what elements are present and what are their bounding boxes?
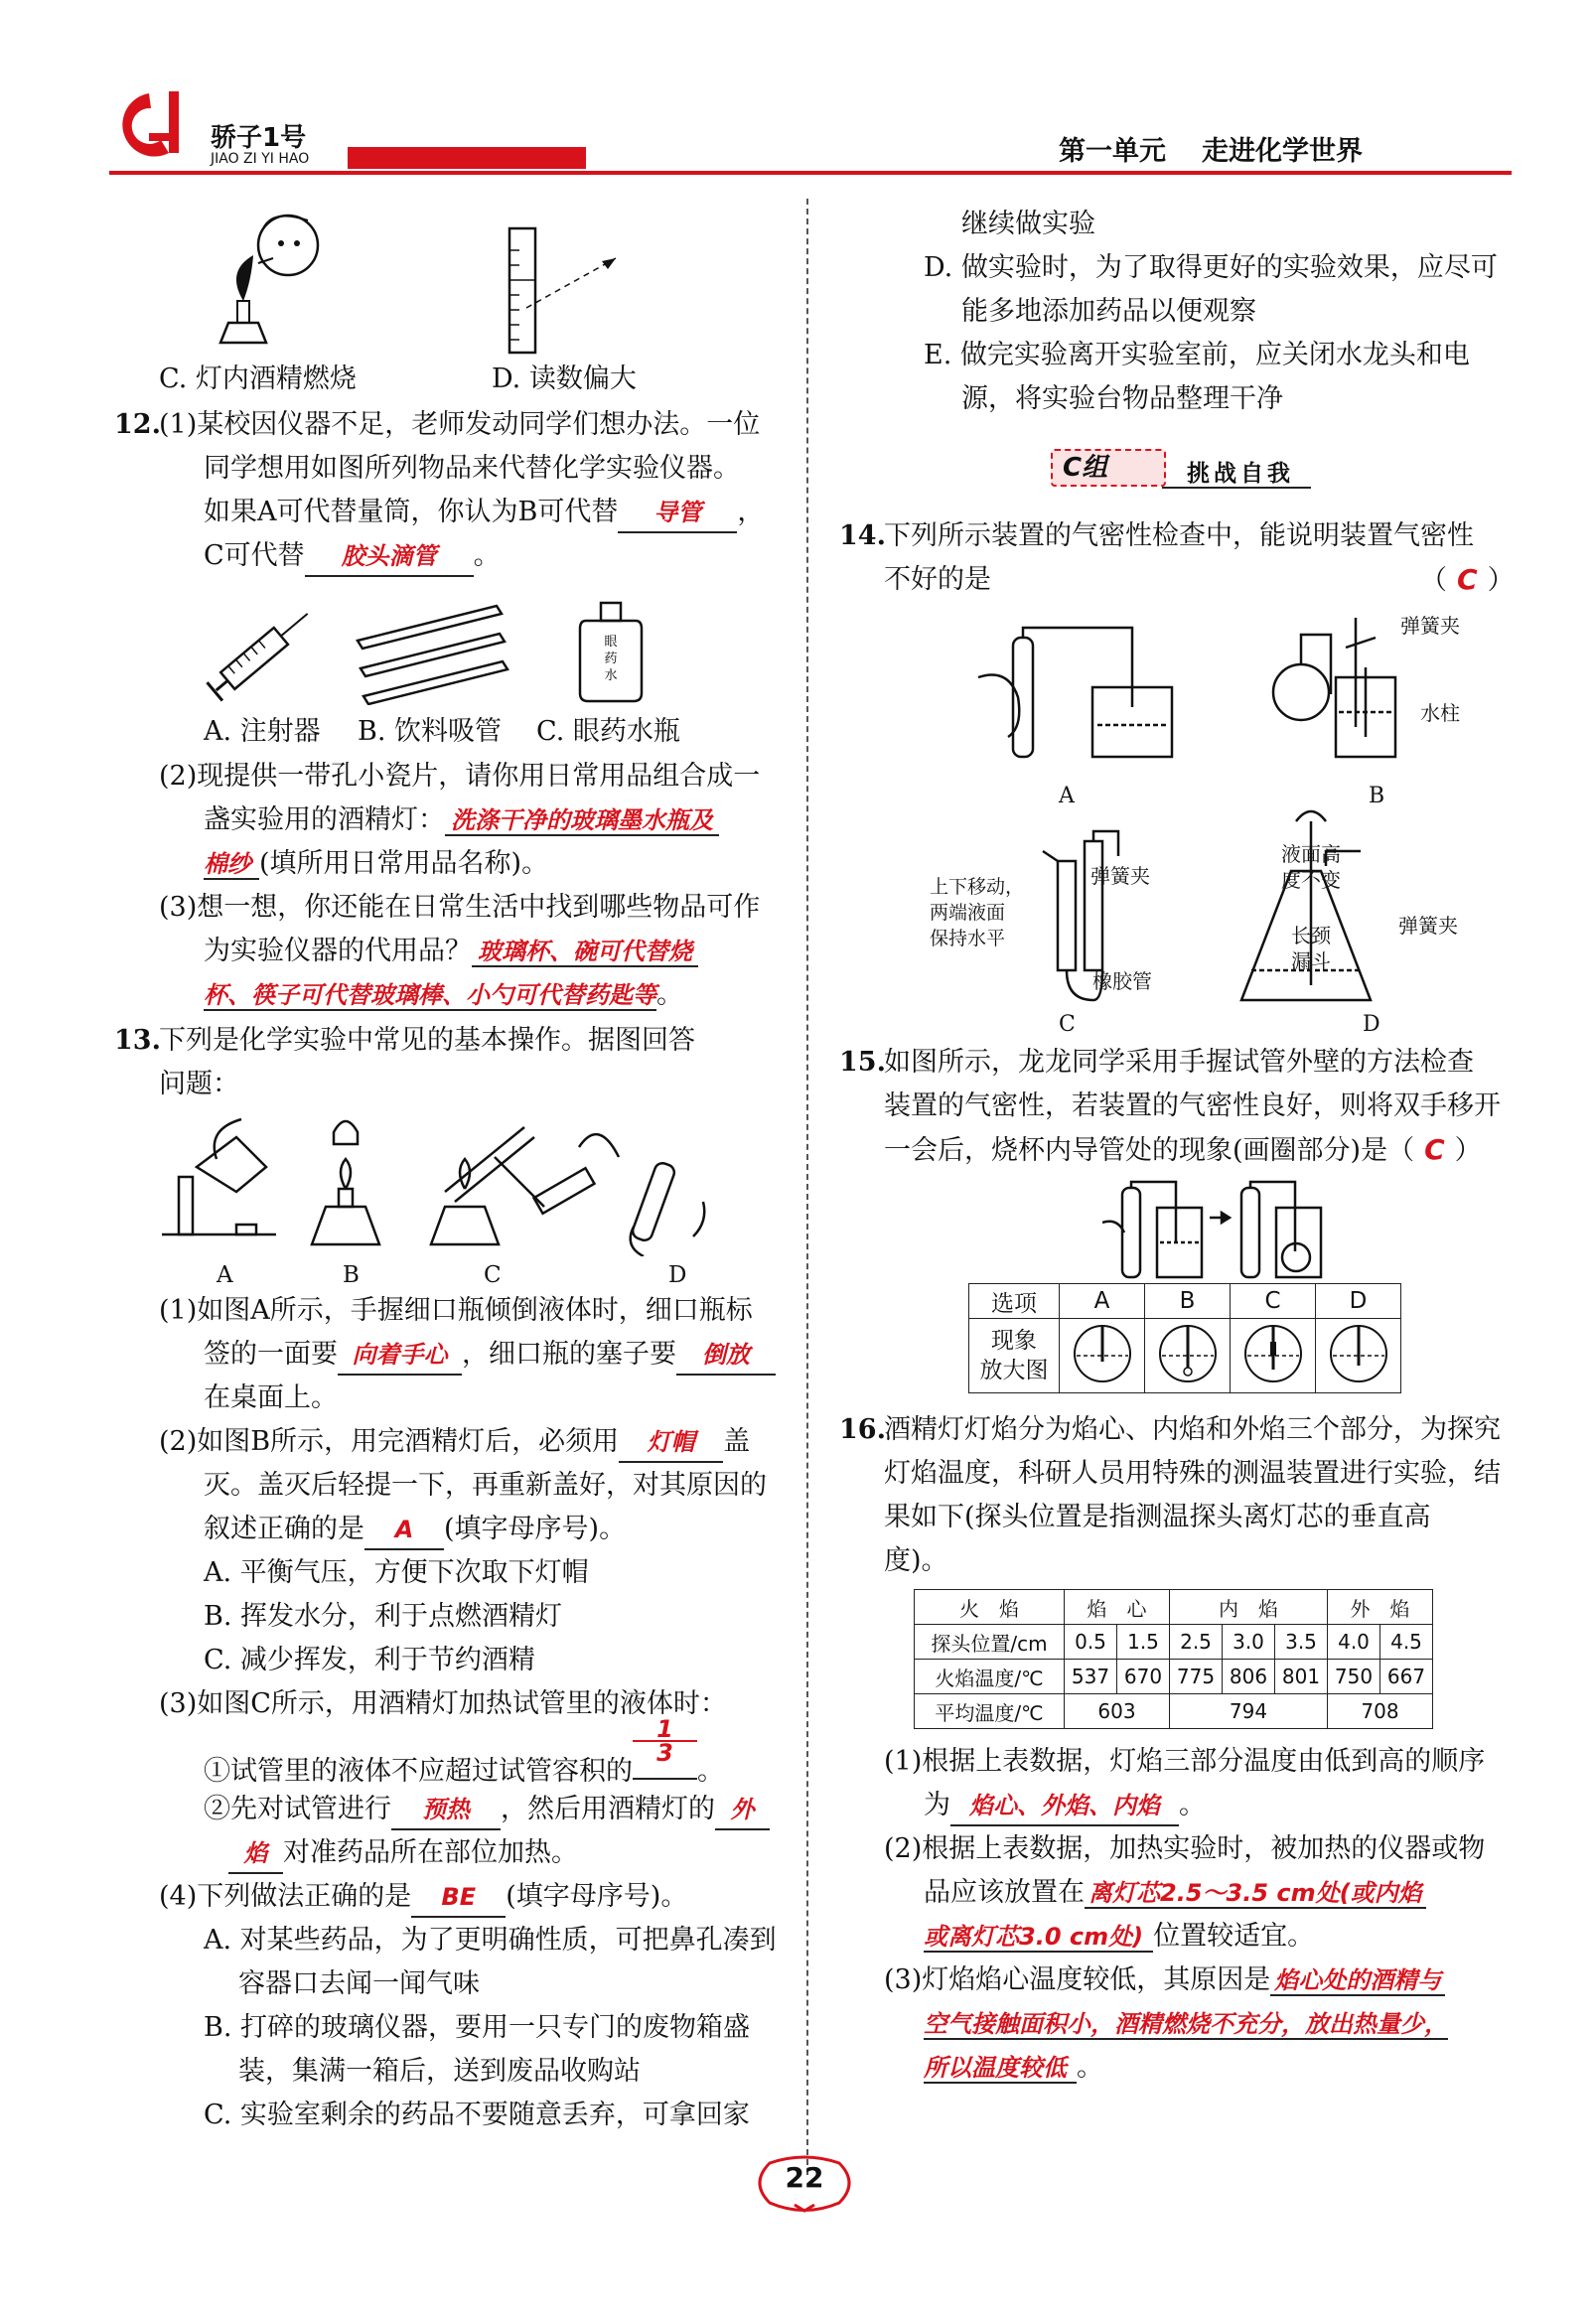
q13-p2-line2: 灭。盖灭后轻提一下，再重新盖好，对其原因的 — [204, 1470, 767, 1501]
q13-fig-label-d: D — [668, 1262, 687, 1288]
q16-p1-line1: (1)根据上表数据，灯焰三部分温度由低到高的顺序 — [884, 1746, 1486, 1777]
magnify-d-icon — [1327, 1322, 1390, 1385]
q14-label-funnel-1: 长颈 — [1291, 924, 1331, 947]
q16-stem-line1: 酒精灯灯焰分为焰心、内焰和外焰三个部分，为探究 — [884, 1414, 1501, 1445]
q12-p1-line3-text: 如果A可代替量筒，你认为B可代替 — [204, 497, 619, 527]
q14-number: 14. — [839, 520, 886, 551]
q13-p1-line2 — [204, 1333, 776, 1377]
q13-p3-item2-text-a: ②先对试管进行 — [204, 1794, 391, 1824]
q12-p2-line2-text: 盏实验用的酒精灯： — [204, 804, 445, 835]
temp-cell: 806 — [1223, 1660, 1275, 1694]
q14-label-funnel-2: 漏斗 — [1291, 949, 1331, 973]
group-c-title: 挑战自我 — [1187, 461, 1294, 487]
q15-apparatus — [1102, 1178, 1390, 1285]
q13-p2-line3 — [204, 1508, 626, 1551]
q13-p4-option-b-1: B. 打碎的玻璃仪器，要用一只专门的废物箱盛 — [204, 2012, 751, 2043]
q15-number: 15. — [839, 1047, 886, 1078]
q14-label-move-1: 上下移动， — [930, 876, 1025, 898]
q13-p4-option-c-2: 继续做实验 — [961, 209, 1095, 239]
q14-fig-label-d: D — [1363, 1012, 1380, 1037]
q13-p4-option-e-1: E. 做完实验离开实验室前，应关闭水龙头和电 — [924, 340, 1470, 370]
magnify-c-icon — [1241, 1322, 1305, 1385]
q15-row-label — [969, 1319, 1060, 1393]
unit-label: 第一单元 — [1059, 136, 1166, 167]
temp-cell: 801 — [1275, 1660, 1328, 1694]
q13-answer-1a: 向着手心 — [338, 1336, 462, 1376]
q12-p2-line3-text: (填所用日常用品名称)。 — [259, 848, 549, 879]
q13-answer-3b-1: 外 — [715, 1791, 770, 1830]
q12-img-c: C. 眼药水瓶 — [536, 716, 680, 747]
q16-flame-table — [914, 1589, 1433, 1729]
magnify-a-icon — [1071, 1322, 1134, 1385]
q12-answer-c: 胶头滴管 — [305, 537, 474, 577]
q13-p2-line3-text-a: 叙述正确的是 — [204, 1514, 364, 1544]
group-c-badge-text: C组 — [1063, 453, 1108, 483]
q15-options-table — [968, 1283, 1401, 1393]
bottle-label-3: 水 — [604, 668, 618, 683]
q16-p1-line2-text: 为 — [924, 1790, 950, 1820]
temp-cell: 537 — [1065, 1660, 1117, 1694]
q12-answer-b: 导管 — [618, 494, 737, 533]
group-c-badge — [1051, 449, 1166, 487]
temp-cell: 670 — [1117, 1660, 1170, 1694]
q12-number: 12. — [114, 409, 161, 440]
q13-answer-3a: 预热 — [391, 1791, 501, 1830]
q14-label-move-3: 保持水平 — [930, 928, 1006, 949]
fraction-denominator: 3 — [656, 1739, 673, 1767]
q14-fig-label-b: B — [1369, 784, 1385, 808]
temp-cell: 750 — [1328, 1660, 1380, 1694]
q15-magnified-b — [1145, 1319, 1231, 1393]
header — [0, 0, 1596, 179]
pos-cell: 2.5 — [1170, 1625, 1223, 1660]
fraction-numerator: 1 — [633, 1718, 697, 1742]
q16-row-pos: 探头位置/cm — [915, 1625, 1065, 1660]
q11-figure-c — [204, 204, 333, 358]
q15-stem-line3-text: 一会后，烧杯内导管处的现象(画圈部分)是 — [884, 1135, 1388, 1166]
q12-p3-line2-text: 为实验仪器的代用品？ — [204, 936, 472, 966]
q15-option-a: A — [1060, 1284, 1145, 1319]
brand-name: 骄子1号 — [211, 123, 307, 153]
temp-cell: 667 — [1380, 1660, 1433, 1694]
syringe-icon — [199, 596, 328, 710]
brand-logo-icon — [109, 85, 199, 170]
q13-p1-line2-text-a: 签的一面要 — [204, 1339, 338, 1370]
q16-th-flame: 火 焰 — [915, 1590, 1065, 1625]
q14-label-level-1: 液面高 — [1281, 842, 1341, 866]
q16-p3-line2 — [924, 2002, 1448, 2046]
q13-figures — [157, 1107, 743, 1256]
q16-stem-line4: 度)。 — [884, 1545, 948, 1576]
q13-p1-line2-text-b: ，细口瓶的塞子要 — [462, 1339, 676, 1370]
q12-img-a: A. 注射器 — [204, 716, 321, 747]
q14-answer-bracket: （ C ） — [1420, 563, 1515, 596]
q13-p2-line3-text-b: (填字母序号)。 — [444, 1514, 627, 1544]
q15-row-label-2: 放大图 — [979, 1358, 1049, 1383]
q16-p2-line2-text: 品应该放置在 — [924, 1877, 1085, 1908]
q15-magnified-c — [1231, 1319, 1316, 1393]
q16-p2-line1: (2)根据上表数据，加热实验时，被加热的仪器或物 — [884, 1833, 1486, 1864]
q13-answer-4: BE — [411, 1878, 506, 1918]
q12-p2-line2 — [204, 798, 719, 842]
q16-answer-3-line3: 所以温度较低 — [924, 2054, 1077, 2084]
q12-p3-line3: 杯、筷子可代替玻璃棒、小勺可代替药匙等。 — [204, 979, 683, 1010]
q14-fig-label-c: C — [1059, 1012, 1076, 1037]
q13-answer-1b: 倒放 — [676, 1336, 776, 1376]
avg-cell: 794 — [1170, 1694, 1328, 1729]
q13-option-c: C. 减少挥发，利于节约酒精 — [204, 1645, 535, 1675]
q16-p2-line2 — [924, 1871, 1426, 1915]
q13-p4-option-d-2: 能多地添加药品以便观察 — [961, 296, 1256, 327]
q13-p3-item1: ①试管里的液体不应超过试管容积的 $\frac{1}{3}$ 。 — [204, 1715, 724, 1787]
magnify-b-icon — [1156, 1322, 1220, 1385]
q14-stem-line2: 不好的是 — [884, 564, 991, 595]
pos-cell: 3.0 — [1223, 1625, 1275, 1660]
q14-fig-label-a: A — [1059, 784, 1075, 808]
page-number: 22 — [785, 2161, 824, 2194]
q14-stem-line1: 下列所示装置的气密性检查中，能说明装置气密性 — [884, 520, 1474, 551]
q13-p1-line3: 在桌面上。 — [204, 1382, 338, 1413]
column-divider — [806, 199, 808, 2175]
q14-figures — [973, 608, 1490, 1025]
q12-p1-line4-text: C可代替 — [204, 540, 305, 571]
q13-p4-option-d-1: D. 做实验时，为了取得更好的实验效果，应尽可 — [924, 252, 1498, 283]
q15-answer: C — [1424, 1133, 1445, 1166]
q13-fig-label-a: A — [217, 1262, 233, 1288]
q16-answer-3-line1: 焰心处的酒精与 — [1270, 1966, 1445, 1996]
q12-answer-2-line1: 洗涤干净的玻璃墨水瓶及 — [445, 806, 719, 836]
q13-p3-item2-cont — [228, 1831, 578, 1875]
q12-p2-line1: (2)现提供一带孔小瓷片，请你用日常用品组合成一 — [159, 761, 761, 792]
q15-magnified-a — [1060, 1319, 1145, 1393]
q11-option-c: C. 灯内酒精燃烧 — [159, 363, 357, 394]
q13-option-b: B. 挥发水分，利于点燃酒精灯 — [204, 1601, 563, 1632]
q11-option-d: D. 读数偏大 — [492, 363, 637, 394]
q14-label-water: 水柱 — [1420, 701, 1460, 725]
q13-stem-line1: 下列是化学实验中常见的基本操作。据图回答 — [159, 1025, 695, 1056]
q12-answer-3-line1: 玻璃杯、碗可代替烧 — [472, 938, 698, 967]
q16-number: 16. — [839, 1414, 886, 1445]
q13-p3-item2-text-c: 对准药品所在部位加热。 — [283, 1837, 578, 1868]
q13-p4-option-a-1: A. 对某些药品，为了更明确性质，可把鼻孔凑到 — [204, 1925, 777, 1956]
pos-cell: 4.0 — [1328, 1625, 1380, 1660]
pos-cell: 3.5 — [1275, 1625, 1328, 1660]
q13-answer-2b: A — [364, 1511, 444, 1550]
q12-p1-line2: 同学想用如图所列物品来代替化学实验仪器。 — [204, 453, 740, 484]
q14-label-rubber: 橡胶管 — [1092, 969, 1152, 993]
header-red-band — [348, 147, 586, 169]
q15-stem-line3: 一会后，烧杯内导管处的现象(画圈部分)是（ C ） — [884, 1133, 1482, 1166]
q13-answer-fraction — [633, 1715, 697, 1780]
q13-p2-line1-text-a: (2)如图B所示，用完酒精灯后，必须用 — [159, 1426, 620, 1457]
q16-p3-line1 — [884, 1959, 1445, 2002]
q12-p3-line2 — [204, 930, 698, 973]
q15-option-c: C — [1231, 1284, 1316, 1319]
pos-cell: 4.5 — [1380, 1625, 1433, 1660]
q16-answer-2-line2: 或离灯芯3.0 cm处) — [924, 1923, 1153, 1953]
q13-p2-line1-text-b: 盖 — [723, 1426, 751, 1457]
q13-p4-option-c-1: C. 实验室剩余的药品不要随意丢弃，可拿回家 — [204, 2100, 750, 2130]
q16-stem-line3: 果如下(探头位置是指测温探头离灯芯的垂直高 — [884, 1502, 1431, 1532]
brand-pinyin: JIAO ZI YI HAO — [211, 151, 310, 167]
q12-p1-line3: 如果A可代替量筒，你认为B可代替 导管 ， — [204, 491, 764, 534]
q16-answer-2-line1: 离灯芯2.5～3.5 cm处(或内焰 — [1085, 1879, 1426, 1909]
q15-option-d: D — [1316, 1284, 1401, 1319]
pos-cell: 1.5 — [1117, 1625, 1170, 1660]
q16-row-avg: 平均温度/℃ — [915, 1694, 1065, 1729]
straws-icon — [353, 601, 511, 705]
eye-drop-bottle-icon — [576, 601, 646, 705]
header-rule — [109, 171, 1512, 175]
unit-title: 走进化学世界 — [1202, 136, 1363, 167]
q15-option-b: B — [1145, 1284, 1231, 1319]
q13-answer-2: 灯帽 — [619, 1423, 723, 1463]
q12-img-b: B. 饮料吸管 — [358, 716, 503, 747]
q13-p4-line1-text-b: (填字母序号)。 — [506, 1881, 688, 1912]
q14-answer: C — [1457, 563, 1478, 596]
q14-label-spring-d: 弹簧夹 — [1398, 914, 1458, 938]
q16-stem-line2: 灯焰温度，科研人员用特殊的测温装置进行实验，结 — [884, 1458, 1501, 1489]
q16-row-temp: 火焰温度/℃ — [915, 1660, 1065, 1694]
q12-answer-3-line2: 杯、筷子可代替玻璃棒、小勺可代替药匙等 — [204, 981, 656, 1009]
q13-p3-item2-text-b: ，然后用酒精灯的 — [501, 1794, 715, 1824]
q14-label-spring-c: 弹簧夹 — [1090, 864, 1150, 888]
q13-p3-line1: (3)如图C所示，用酒精灯加热试管里的液体时： — [159, 1688, 727, 1719]
avg-cell: 603 — [1065, 1694, 1170, 1729]
group-c-rule — [1162, 487, 1311, 489]
q12-p1-line1: (1)某校因仪器不足，老师发动同学们想办法。一位 — [159, 409, 761, 440]
avg-cell: 708 — [1328, 1694, 1433, 1729]
q16-p3-line3: 所以温度较低 。 — [924, 2052, 1103, 2083]
q13-p4-option-b-2: 装，集满一箱后，送到废品收购站 — [238, 2056, 641, 2087]
bottle-label-2: 药 — [604, 652, 618, 666]
q13-p2-line1 — [159, 1420, 750, 1464]
q13-number: 13. — [114, 1025, 161, 1056]
q15-table-head: 选项 — [969, 1284, 1060, 1319]
q13-fig-label-b: B — [343, 1262, 360, 1288]
q15-stem-line2: 装置的气密性，若装置的气密性良好，则将双手移开 — [884, 1090, 1501, 1121]
q14-label-move-2: 两端液面 — [930, 902, 1006, 924]
q14-label-spring-b: 弹簧夹 — [1400, 614, 1460, 638]
q12-p1-line4: C可代替 胶头滴管 。 — [204, 534, 501, 578]
q12-answer-2-line2: 棉纱 — [204, 850, 259, 880]
q13-p3-item1-text: ①试管里的液体不应超过试管容积的 — [204, 1756, 633, 1787]
temp-cell: 775 — [1170, 1660, 1223, 1694]
q15-magnified-d — [1316, 1319, 1401, 1393]
q16-p3-line1-text: (3)灯焰焰心温度较低，其原因是 — [884, 1964, 1271, 1995]
q16-answer-1: 焰心、外焰、内焰 — [950, 1787, 1179, 1826]
q13-fig-label-c: C — [484, 1262, 502, 1288]
q11-figure-d — [502, 220, 651, 360]
q13-p4-option-a-2: 容器口去闻一闻气味 — [238, 1968, 480, 1999]
q15-stem-line1: 如图所示，龙龙同学采用手握试管外壁的方法检查 — [884, 1047, 1474, 1078]
q16-p1-line2: 为 焰心、外焰、内焰 。 — [924, 1784, 1206, 1827]
q13-answer-3b-2: 焰 — [228, 1834, 283, 1874]
q16-th-core: 焰 心 — [1065, 1590, 1170, 1625]
q14-label-level-2: 度不变 — [1281, 868, 1341, 892]
q16-answer-3-line2: 空气接触面积小，酒精燃烧不充分，放出热量少， — [924, 2010, 1448, 2038]
q13-p1-line1: (1)如图A所示，手握细口瓶倾倒液体时，细口瓶标 — [159, 1295, 753, 1326]
bottle-label-1: 眼 — [604, 635, 618, 650]
q13-p4-option-e-2: 源，将实验台物品整理干净 — [961, 383, 1283, 414]
q13-stem-line2: 问题： — [159, 1069, 239, 1099]
q15-row-label-1: 现象 — [991, 1328, 1037, 1354]
q16-th-outer: 外 焰 — [1328, 1590, 1433, 1625]
q12-p3-line1: (3)想一想，你还能在日常生活中找到哪些物品可作 — [159, 892, 761, 923]
q13-option-a: A. 平衡气压，方便下次取下灯帽 — [204, 1557, 589, 1588]
q13-p4-line1-text-a: (4)下列做法正确的是 — [159, 1881, 412, 1912]
q13-p3-item2 — [204, 1788, 770, 1831]
pos-cell: 0.5 — [1065, 1625, 1117, 1660]
q16-p2-line3-text: 位置较适宜。 — [1153, 1921, 1315, 1952]
q16-p2-line3 — [924, 1915, 1314, 1959]
q12-p2-line3 — [204, 842, 548, 886]
q16-th-inner: 内 焰 — [1170, 1590, 1328, 1625]
q13-p4-line1 — [159, 1875, 687, 1919]
